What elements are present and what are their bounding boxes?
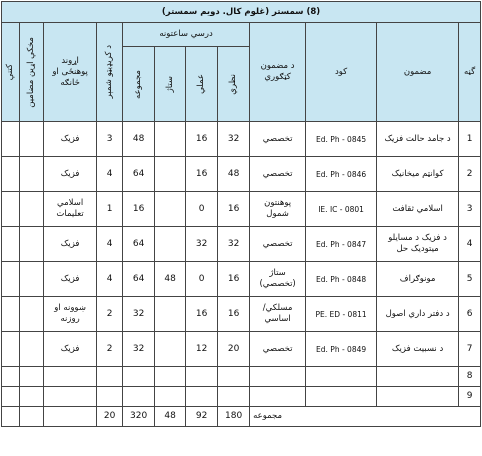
header-number: گڼه <box>459 23 481 122</box>
table-row <box>2 192 481 227</box>
empty-cell <box>218 367 250 387</box>
row-total: 64 <box>123 227 155 262</box>
row-total: 32 <box>123 297 155 332</box>
row-notes <box>2 192 20 227</box>
empty-cell <box>155 367 186 387</box>
row-theory: 20 <box>218 332 250 367</box>
empty-row <box>2 367 481 387</box>
row-notes <box>2 262 20 297</box>
row-theory: 32 <box>218 122 250 157</box>
curriculum-table <box>1 1 481 427</box>
empty-cell <box>123 387 155 407</box>
row-prereq <box>20 297 44 332</box>
header-code: کود <box>306 23 377 122</box>
empty-row <box>2 387 481 407</box>
row-number: 2 <box>459 157 481 192</box>
row-theory: 16 <box>218 192 250 227</box>
row-number: 3 <box>459 192 481 227</box>
empty-cell <box>97 387 123 407</box>
row-total: 16 <box>123 192 155 227</box>
row-theory: 16 <box>218 297 250 332</box>
row-credits: 4 <box>97 262 123 297</box>
table-row <box>2 157 481 192</box>
row-theory: 32 <box>218 227 250 262</box>
row-theory: 48 <box>218 157 250 192</box>
row-department: فزیک <box>44 157 97 192</box>
header-practical: عملي <box>186 47 218 122</box>
row-subject: د دفتر داري اصول <box>377 297 459 332</box>
row-type: پوهنتون شمول <box>250 192 306 227</box>
empty-cell <box>44 387 97 407</box>
row-subject: د فزیک د مسایلو میتودیک حل <box>377 227 459 262</box>
table-title: (8) سمستر (غلوم کال. دویم سمستر) <box>2 2 481 23</box>
row-internship <box>155 297 186 332</box>
row-department: فزیک <box>44 262 97 297</box>
header-notes: کتنې <box>2 23 20 122</box>
row-internship <box>155 122 186 157</box>
row-credits: 2 <box>97 297 123 332</box>
row-department: فزیک <box>44 122 97 157</box>
row-notes <box>2 122 20 157</box>
row-prereq <box>20 122 44 157</box>
table-row <box>2 122 481 157</box>
row-notes <box>2 332 20 367</box>
row-subject: مونوګراف <box>377 262 459 297</box>
header-row-1 <box>2 23 481 47</box>
header-internship: ستاژ <box>155 47 186 122</box>
row-credits: 2 <box>97 332 123 367</box>
row-subject: اسلامي ثقافت <box>377 192 459 227</box>
empty-cell <box>44 367 97 387</box>
row-internship <box>155 157 186 192</box>
row-number: 5 <box>459 262 481 297</box>
row-credits: 4 <box>97 157 123 192</box>
total-label: مجموعه <box>250 407 481 427</box>
empty-cell <box>123 367 155 387</box>
row-credits: 4 <box>97 227 123 262</box>
empty-cell <box>2 367 20 387</box>
row-prereq <box>20 192 44 227</box>
row-practical: 16 <box>186 297 218 332</box>
row-department: اسلامي تعلیمات <box>44 192 97 227</box>
row-number: 8 <box>459 367 481 387</box>
row-type: تخصصي <box>250 332 306 367</box>
empty-cell <box>306 387 377 407</box>
header-theory: نظري <box>218 47 250 122</box>
empty-cell <box>218 387 250 407</box>
row-total: 32 <box>123 332 155 367</box>
empty-cell <box>20 367 44 387</box>
empty-cell <box>186 367 218 387</box>
table-row <box>2 262 481 297</box>
row-credits: 1 <box>97 192 123 227</box>
empty-cell <box>250 387 306 407</box>
row-code: Ed. Ph - 0849 <box>306 332 377 367</box>
row-type: مسلکي/ اساسي <box>250 297 306 332</box>
empty-cell <box>186 387 218 407</box>
row-department: فزیک <box>44 227 97 262</box>
empty-cell <box>250 367 306 387</box>
header-related-department: اړوند پوهنځی او څانګه <box>44 23 97 122</box>
empty-cell <box>155 387 186 407</box>
total-hours: 320 <box>123 407 155 427</box>
total-practical: 92 <box>186 407 218 427</box>
row-subject: کوانټم میخانیک <box>377 157 459 192</box>
row-practical: 0 <box>186 262 218 297</box>
header-subject: مضمون <box>377 23 459 122</box>
empty-cell <box>2 387 20 407</box>
row-internship <box>155 332 186 367</box>
row-practical: 16 <box>186 122 218 157</box>
row-credits: 3 <box>97 122 123 157</box>
row-department: فزیک <box>44 332 97 367</box>
row-code: PE. ED - 0811 <box>306 297 377 332</box>
empty-cell <box>2 407 20 427</box>
row-subject: د جامد حالت فزیک <box>377 122 459 157</box>
row-number: 4 <box>459 227 481 262</box>
curriculum-table-container <box>1 1 480 454</box>
row-notes <box>2 227 20 262</box>
row-code: IE. IC - 0801 <box>306 192 377 227</box>
row-internship: 48 <box>155 262 186 297</box>
row-total: 64 <box>123 262 155 297</box>
row-prereq <box>20 262 44 297</box>
row-department: ښوونه او روزنه <box>44 297 97 332</box>
header-weekly-hours: درسي ساعتونه <box>123 23 250 47</box>
row-type: تخصصي <box>250 122 306 157</box>
row-subject: د نسبیت فزیک <box>377 332 459 367</box>
row-total: 48 <box>123 122 155 157</box>
row-practical: 12 <box>186 332 218 367</box>
empty-cell <box>306 367 377 387</box>
row-practical: 0 <box>186 192 218 227</box>
row-code: Ed. Ph - 0845 <box>306 122 377 157</box>
row-prereq <box>20 332 44 367</box>
row-prereq <box>20 157 44 192</box>
row-code: Ed. Ph - 0847 <box>306 227 377 262</box>
row-type: تخصصي <box>250 227 306 262</box>
row-notes <box>2 157 20 192</box>
row-total: 64 <box>123 157 155 192</box>
header-prerequisites: مخکې اړین مضامین <box>20 23 44 122</box>
row-practical: 32 <box>186 227 218 262</box>
header-subject-type: د مضمون کټګوري <box>250 23 306 122</box>
row-internship <box>155 227 186 262</box>
total-credits: 20 <box>97 407 123 427</box>
total-theory: 180 <box>218 407 250 427</box>
empty-cell <box>377 367 459 387</box>
row-code: Ed. Ph - 0846 <box>306 157 377 192</box>
row-practical: 16 <box>186 157 218 192</box>
table-row <box>2 227 481 262</box>
empty-cell <box>20 407 44 427</box>
header-credits: د کریډیټو شمېر <box>97 23 123 122</box>
row-number: 7 <box>459 332 481 367</box>
row-number: 6 <box>459 297 481 332</box>
row-code: Ed. Ph - 0848 <box>306 262 377 297</box>
empty-cell <box>44 407 97 427</box>
header-total: مجموعه <box>123 47 155 122</box>
row-internship <box>155 192 186 227</box>
table-row <box>2 297 481 332</box>
row-number: 9 <box>459 387 481 407</box>
total-internship: 48 <box>155 407 186 427</box>
total-row <box>2 407 481 427</box>
row-prereq <box>20 227 44 262</box>
row-type: ستاژ (تخصصي) <box>250 262 306 297</box>
row-notes <box>2 297 20 332</box>
row-theory: 16 <box>218 262 250 297</box>
empty-cell <box>97 367 123 387</box>
empty-cell <box>20 387 44 407</box>
row-type: تخصصي <box>250 157 306 192</box>
title-row <box>2 2 481 23</box>
row-number: 1 <box>459 122 481 157</box>
empty-cell <box>377 387 459 407</box>
table-row <box>2 332 481 367</box>
